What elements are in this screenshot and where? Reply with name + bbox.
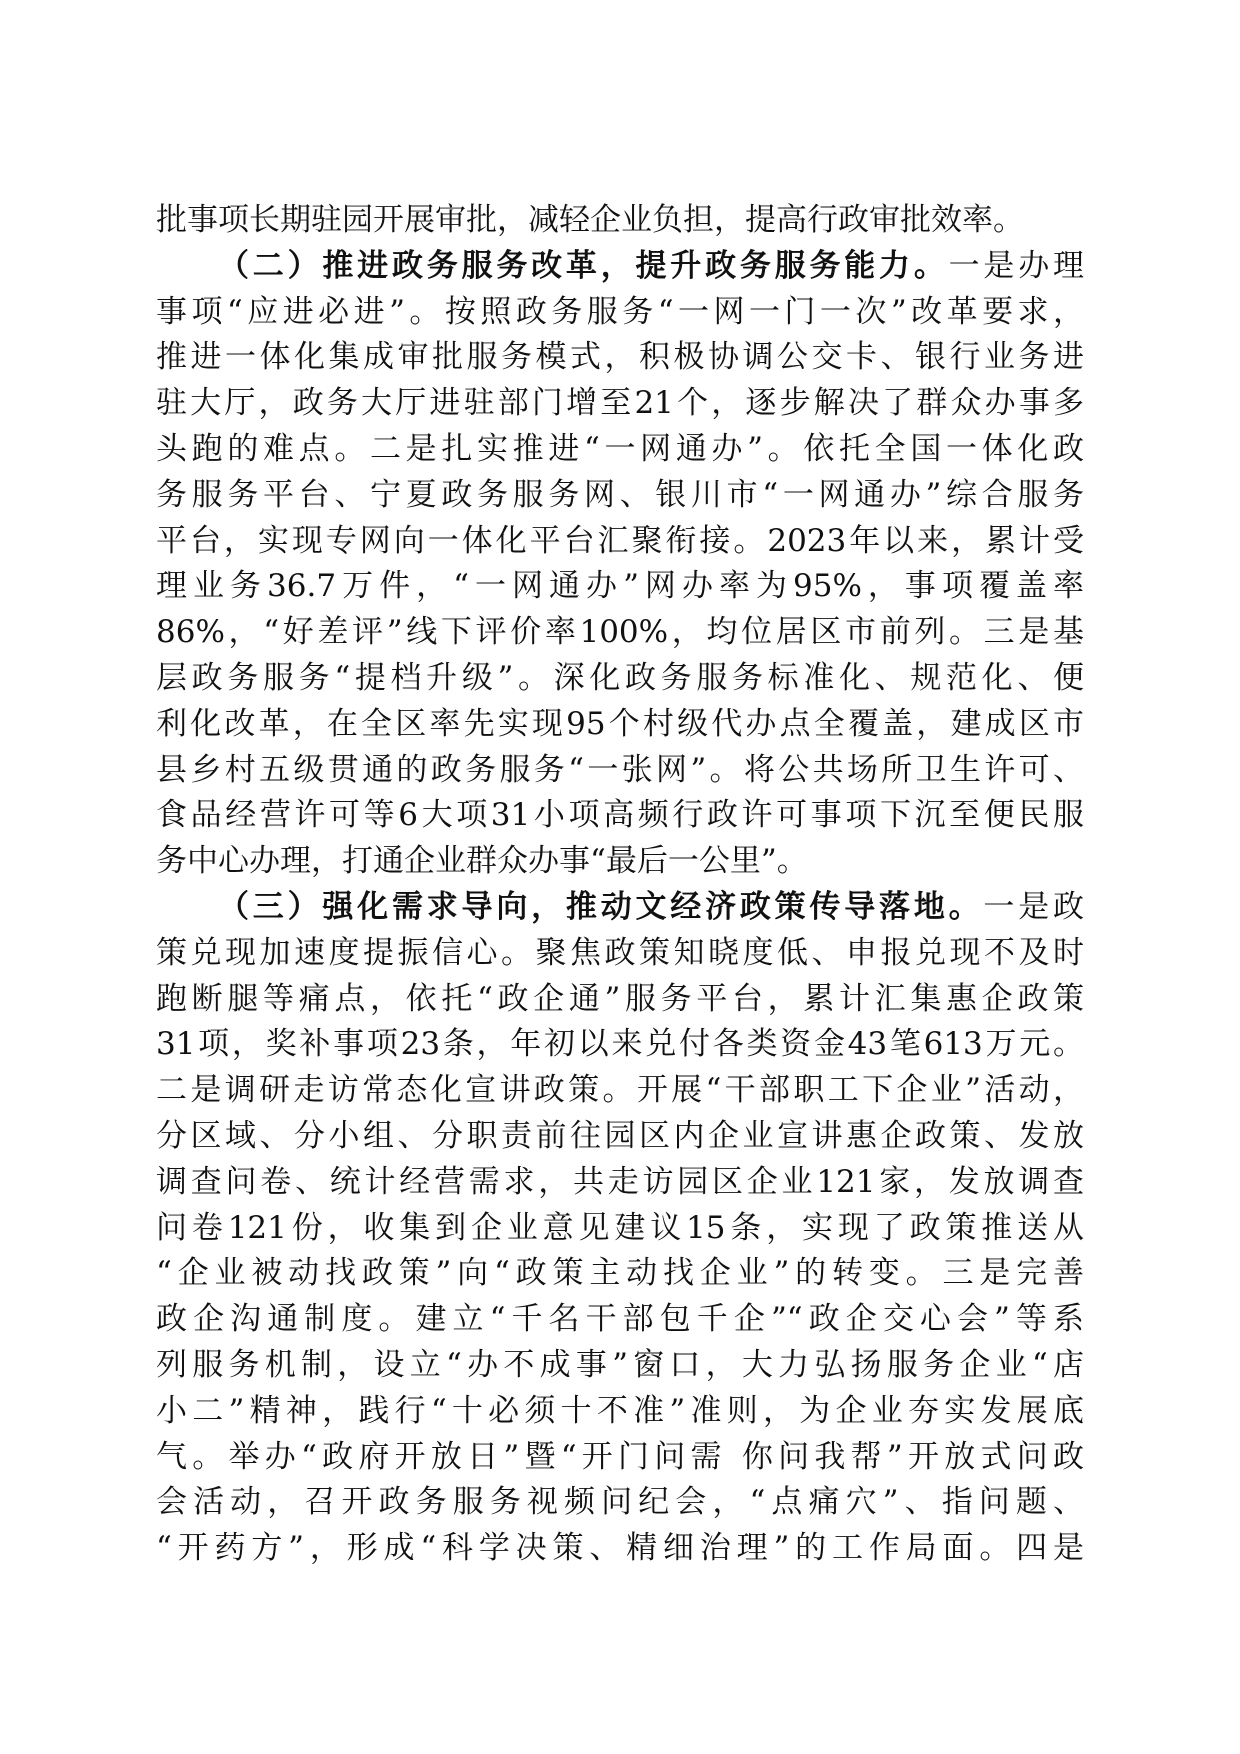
text-line — [156, 1114, 1084, 1160]
text-line — [156, 610, 1084, 656]
text-line — [156, 290, 1084, 336]
line-text: 务中心办理，打通企业群众办事“最后一公里”。 — [156, 843, 808, 880]
text-line — [156, 198, 1084, 244]
line-text: 平台，实现专网向一体化平台汇聚衔接。2023年以来，累计受 — [156, 522, 1084, 559]
line-text: 推进一体化集成审批服务模式，积极协调公交卡、银行业务进 — [156, 339, 1084, 376]
text-line — [156, 1480, 1084, 1526]
line-text: 一是办理 — [948, 247, 1084, 284]
line-text: 一是政 — [983, 888, 1084, 925]
text-line — [156, 702, 1084, 748]
line-text: 务服务平台、宁夏政务服务网、银川市“一网通办”综合服务 — [156, 476, 1084, 513]
text-line — [156, 1160, 1084, 1206]
text-line — [156, 977, 1084, 1023]
line-text: 31项，奖补事项23条，年初以来兑付各类资金43笔613万元。 — [156, 1026, 1084, 1063]
line-text: “开药方”，形成“科学决策、精细治理”的工作局面。四是 — [156, 1530, 1084, 1567]
text-line — [156, 335, 1084, 381]
line-text: “企业被动找政策”向“政策主动找企业”的转变。三是完善 — [156, 1255, 1084, 1292]
text-line — [156, 1389, 1084, 1435]
line-text: 理业务36.7万件，“一网通办”网办率为95%，事项覆盖率 — [156, 568, 1084, 605]
line-text: 调查问卷、统计经营需求，共走访园区企业121家，发放调查 — [156, 1163, 1084, 1200]
text-line — [156, 748, 1084, 794]
text-line — [156, 931, 1084, 977]
line-text: 利化改革，在全区率先实现95个村级代办点全覆盖，建成区市 — [156, 705, 1084, 742]
text-line — [156, 1206, 1084, 1252]
line-text: 分区域、分小组、分职责前往园区内企业宣讲惠企政策、发放 — [156, 1117, 1084, 1154]
text-line — [156, 244, 1084, 290]
text-line — [156, 564, 1084, 610]
line-text: 小二”精神，践行“十必须十不准”准则，为企业夯实发展底 — [156, 1392, 1084, 1429]
line-text: 气。举办“政府开放日”暨“开门问需 你问我帮”开放式问政 — [156, 1438, 1084, 1475]
line-text: 问卷121份，收集到企业意见建议15条，实现了政策推送从 — [156, 1209, 1084, 1246]
line-text: 批事项长期驻园开展审批，减轻企业负担，提高行政审批效率。 — [156, 202, 1024, 238]
text-line — [156, 1022, 1084, 1068]
line-text: 会活动，召开政务服务视频问纪会，“点痛穴”、指问题、 — [156, 1484, 1084, 1521]
body-text — [156, 198, 1084, 1572]
text-line — [156, 427, 1084, 473]
text-line — [156, 656, 1084, 702]
line-text: 策兑现加速度提振信心。聚焦政策知晓度低、申报兑现不及时 — [156, 934, 1084, 971]
text-line — [156, 1343, 1084, 1389]
section-heading: （三）强化需求导向，推动文经济政策传导落地。 — [218, 888, 984, 925]
line-text: 二是调研走访常态化宣讲政策。开展“干部职工下企业”活动， — [156, 1072, 1084, 1109]
text-line — [156, 885, 1084, 931]
text-line — [156, 1297, 1084, 1343]
text-line — [156, 1526, 1084, 1572]
text-line — [156, 1068, 1084, 1114]
text-line — [156, 519, 1084, 565]
line-text: 政企沟通制度。建立“千名干部包千企”“政企交心会”等系 — [156, 1301, 1084, 1338]
text-line — [156, 473, 1084, 519]
line-text: 事项“应进必进”。按照政务服务“一网一门一次”改革要求， — [156, 293, 1084, 330]
section-heading: （二）推进政务服务改革，提升政务服务能力。 — [218, 247, 949, 284]
line-text: 县乡村五级贯通的政务服务“一张网”。将公共场所卫生许可、 — [156, 751, 1084, 788]
line-text: 列服务机制，设立“办不成事”窗口，大力弘扬服务企业“店 — [156, 1346, 1084, 1383]
text-line — [156, 1251, 1084, 1297]
line-text: 层政务服务“提档升级”。深化政务服务标准化、规范化、便 — [156, 659, 1084, 696]
line-text: 驻大厅，政务大厅进驻部门增至21个，逐步解决了群众办事多 — [156, 385, 1084, 422]
line-text: 头跑的难点。二是扎实推进“一网通办”。依托全国一体化政 — [156, 430, 1084, 467]
line-text: 86%，“好差评”线下评价率100%，均位居区市前列。三是基 — [156, 614, 1084, 651]
line-text: 食品经营许可等6大项31小项高频行政许可事项下沉至便民服 — [156, 797, 1084, 834]
text-line — [156, 381, 1084, 427]
text-line — [156, 1435, 1084, 1481]
text-line — [156, 793, 1084, 839]
text-line — [156, 839, 1084, 885]
line-text: 跑断腿等痛点，依托“政企通”服务平台，累计汇集惠企政策 — [156, 980, 1084, 1017]
